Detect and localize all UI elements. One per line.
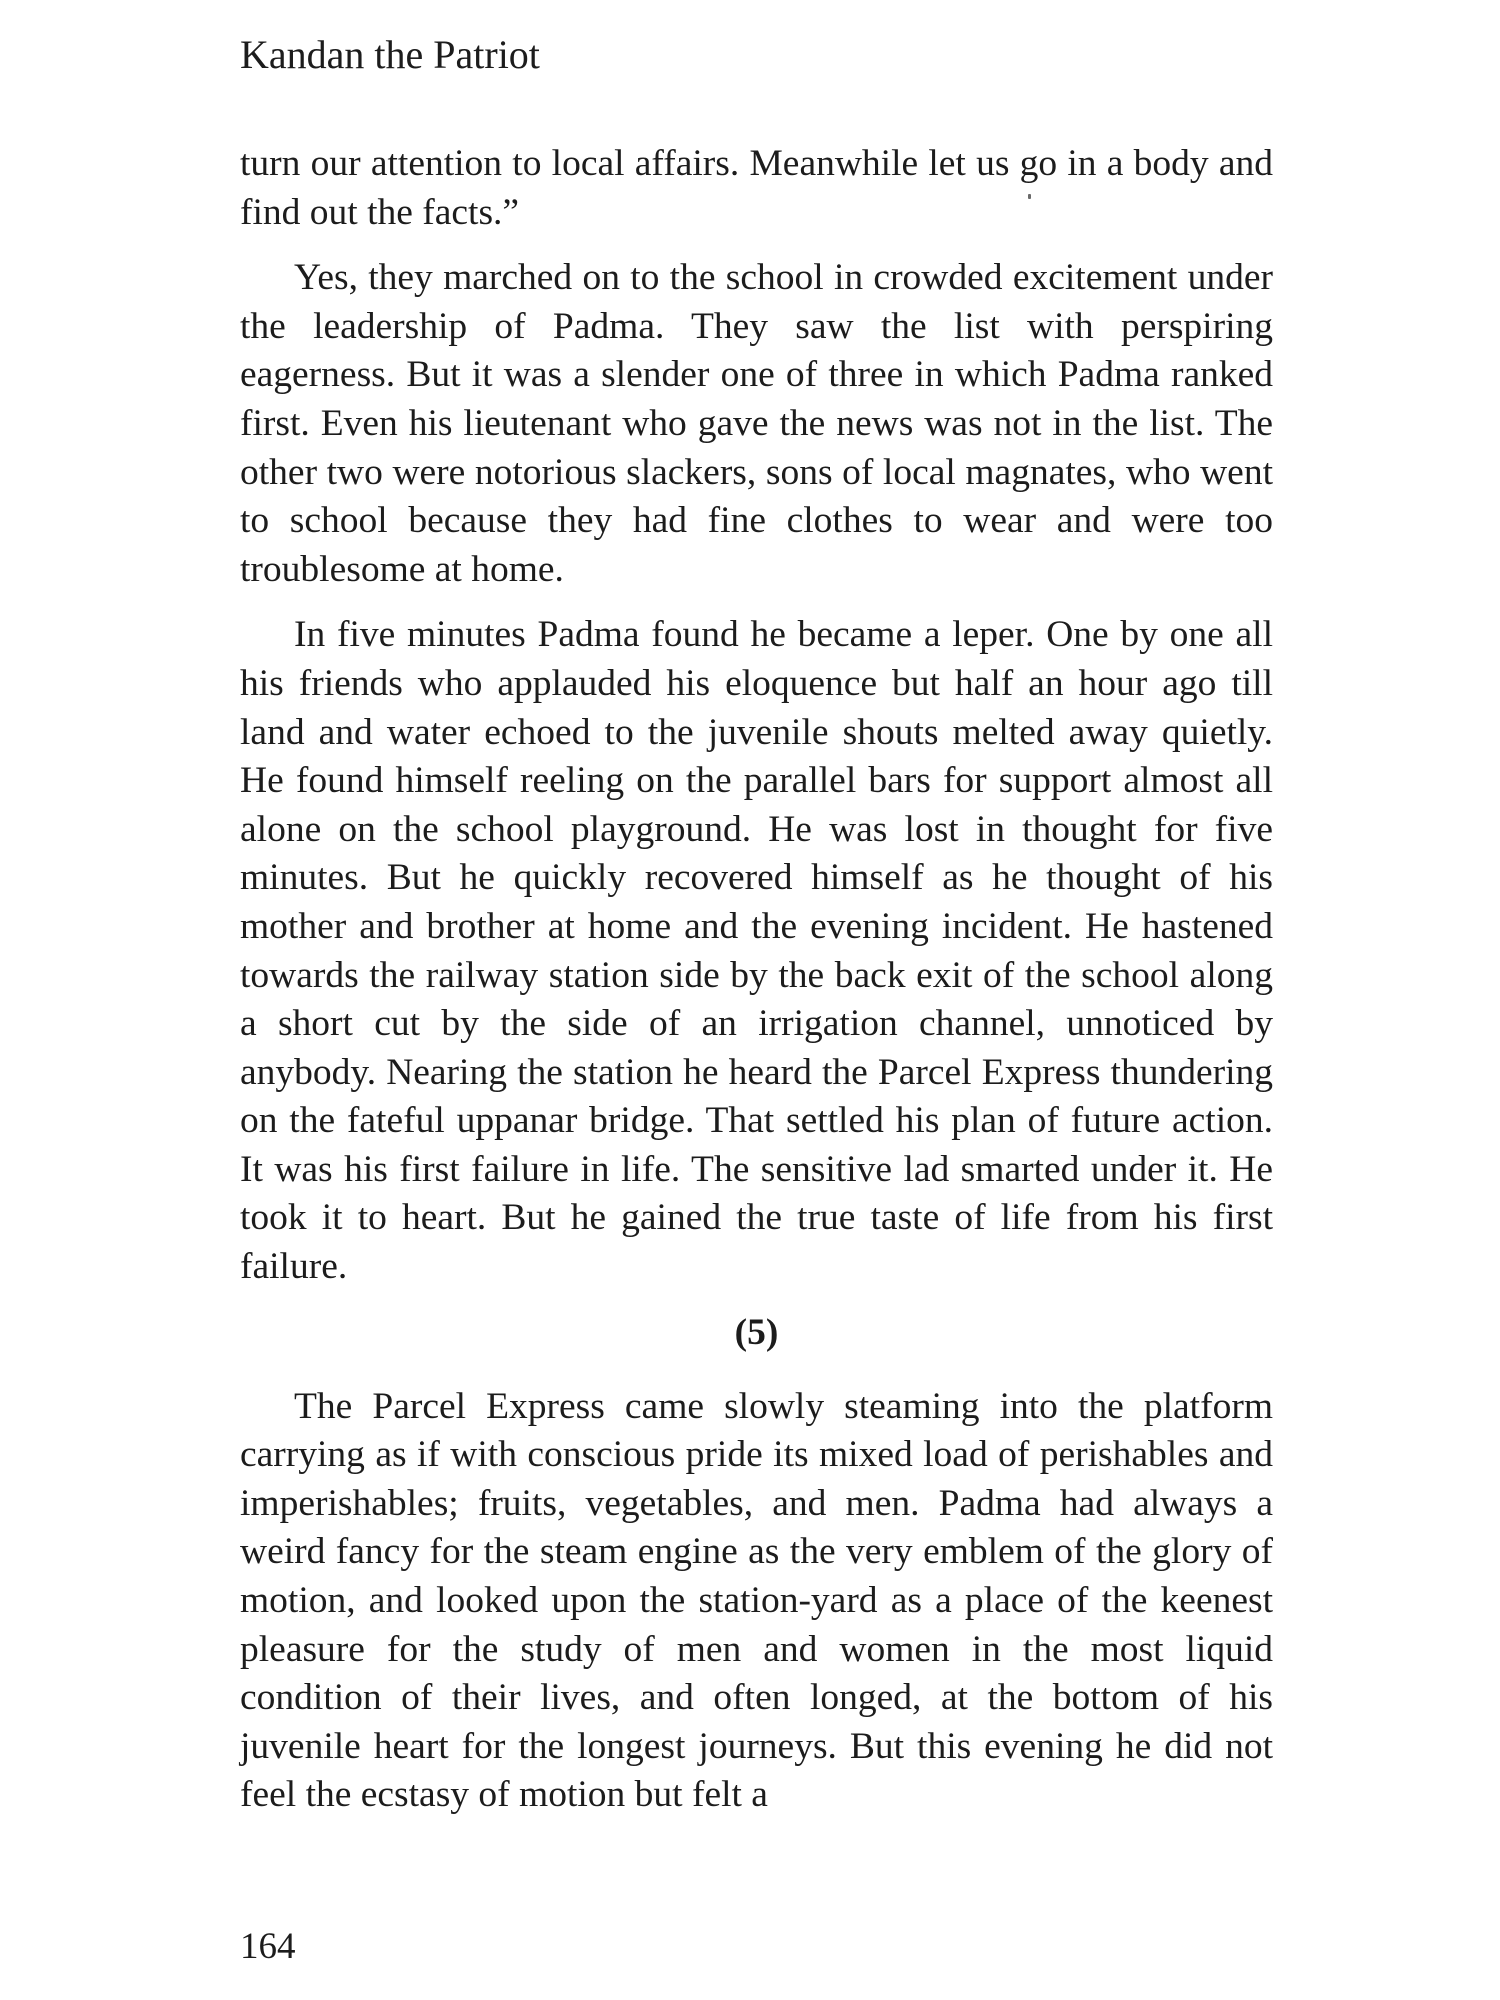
section-heading-number: (5) <box>734 1311 779 1353</box>
paragraph-first-failure: In five minutes Padma found he became a leper. One by one all his friends who applauded his eloquence but half an hour ago till land and water echoed to the juvenile shouts melted away quietly. He found himself reeling on the parallel bars for support almost all alone on the school playground. He was lost in thought for five minutes. But he quickly recovered himself as he thought of his mother and brother at home and the evening incident. He hastened towards the railway station side by the back exit of the school along a short cut by the side of an irrigation channel, unnoticed by anybody. Nearing the station he heard the Parcel Express thundering on the fateful uppanar bridge. That settled his plan of future action. It was his first failure in life. The sensitive lad smarted under it. He took it to heart. But he gained the true taste of life from his first failure. <box>240 614 1273 1288</box>
body-text <box>240 140 1273 1837</box>
paragraph-parcel-express: The Parcel Express came slowly steaming into the platform carrying as if with conscious pride its mixed load of perishables and imperishables; fruits, vegetables, and men. Padma had always a weird fancy for the steam engine as the very emblem of the glory of motion, and looked upon the station-yard as a place of the keenest pleasure for the study of men and women in the most liquid condition of their lives, and often longed, at the bottom of his juvenile heart for the longest journeys. But this evening he did not feel the ecstasy of motion but felt a <box>240 1385 1273 1816</box>
page-number: 164 <box>240 1926 296 1967</box>
running-head-title: Kandan the Patriot <box>240 32 540 77</box>
paragraph-march-to-school: Yes, they marched on to the school in crowded excitement under the leadership of Padma. They saw the list with perspiring eagerness. But it was a slender one of three in which Padma ranked first. Even his lieutenant who gave the news was not in the list. The other two were notorious slackers, sons of local magnates, who went to school because they had fine clothes to wear and were too troublesome at home. <box>240 257 1273 590</box>
paragraph-continuation: turn our attention to local affairs. Meanwhile let us go in a body and find out the facts.” <box>240 143 1273 233</box>
